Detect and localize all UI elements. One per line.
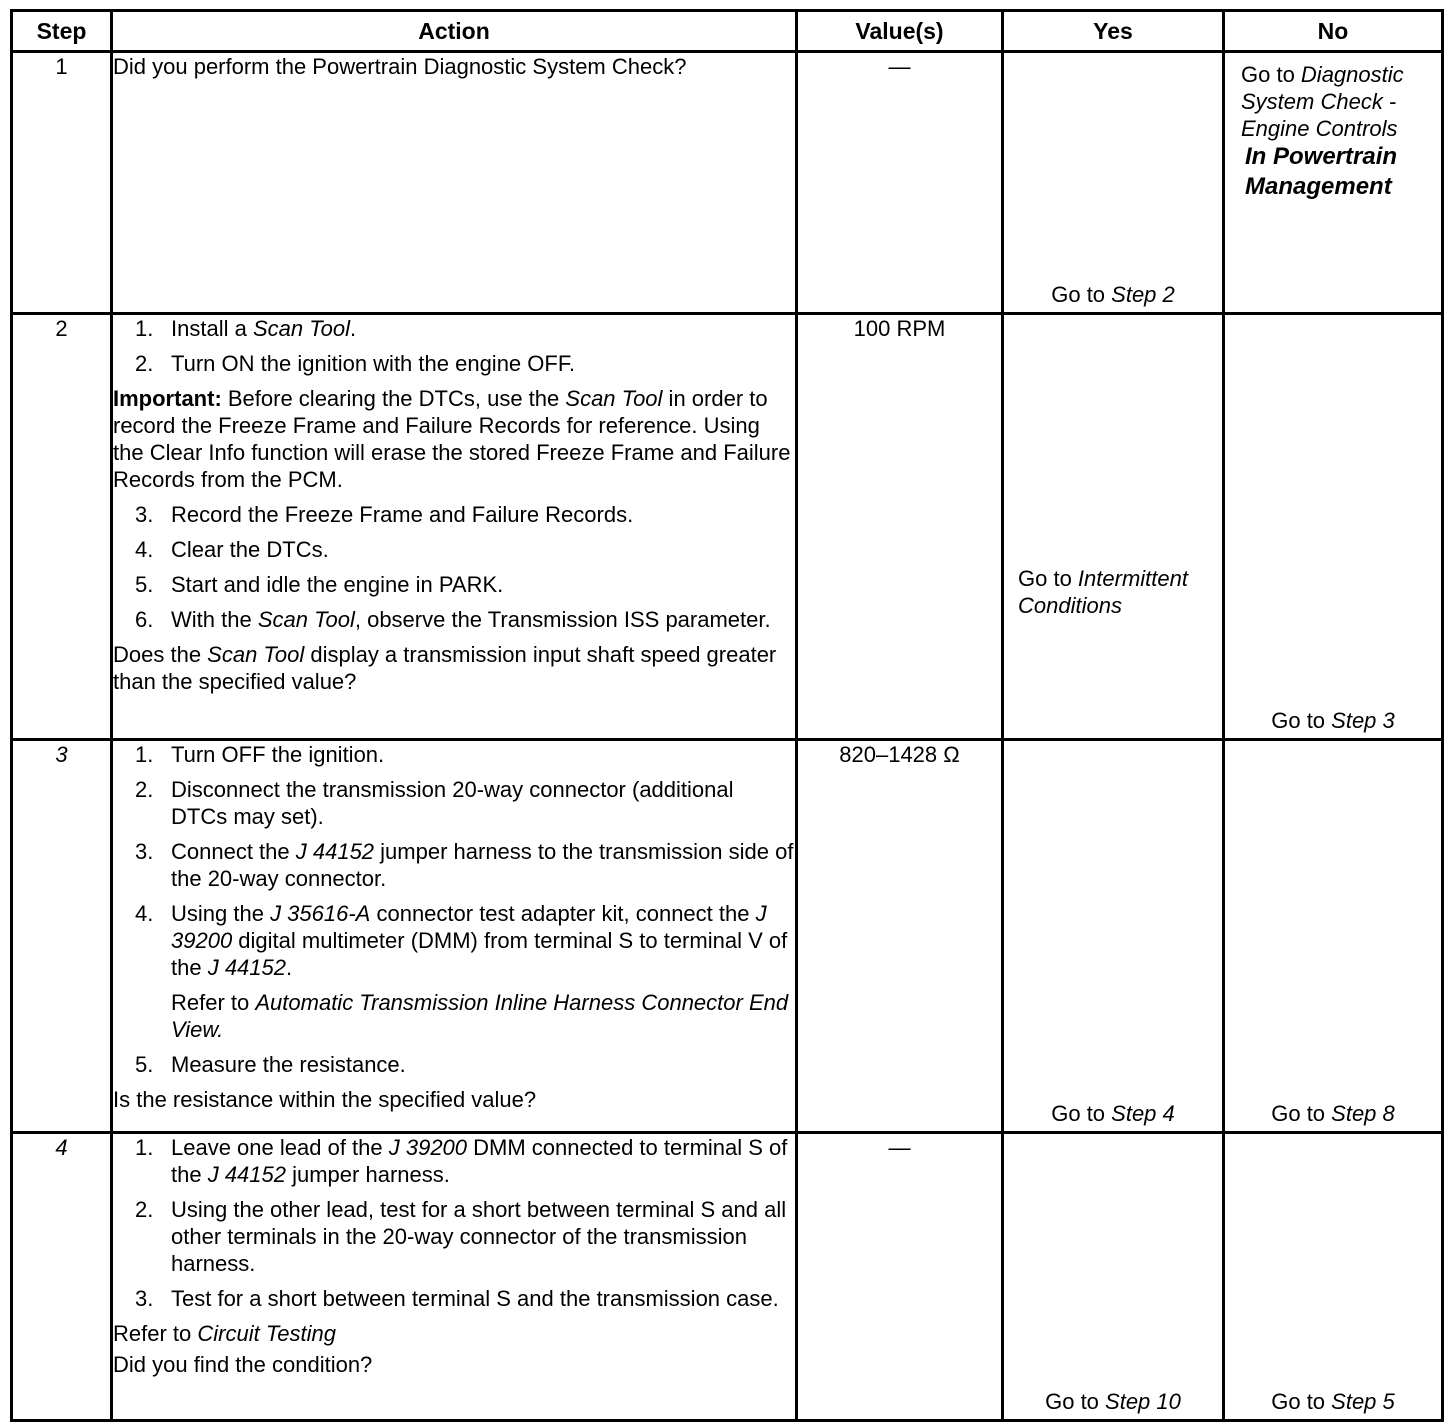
action-cell	[112, 52, 797, 314]
refer-note: Refer to Automatic Transmission Inline Harness Connector End View.	[171, 990, 789, 1042]
yes-goto[interactable]: Go to Intermittent Conditions	[1018, 566, 1188, 618]
yes-link[interactable]: Step 2	[1111, 282, 1175, 307]
list-item: 5. Measure the resistance.	[135, 1052, 406, 1077]
list-item: 1. Turn OFF the ignition.	[135, 742, 385, 767]
yes-link[interactable]: Step 10	[1105, 1389, 1181, 1414]
header-action: Action	[112, 11, 797, 52]
yes-cell	[1003, 314, 1224, 740]
action-steps	[113, 1134, 795, 1312]
list-item: 3. Record the Freeze Frame and Failure Records.	[135, 502, 634, 527]
diagnostic-table	[10, 9, 1444, 1422]
no-cell	[1224, 1133, 1443, 1421]
no-goto[interactable]: Go to Step 3	[1271, 708, 1395, 733]
no-cell	[1224, 52, 1443, 314]
list-item: 1. Install a Scan Tool.	[135, 316, 357, 341]
list-item: 3. Test for a short between terminal S and the transmission case.	[135, 1286, 779, 1311]
yes-link[interactable]: Step 4	[1111, 1101, 1175, 1126]
no-goto[interactable]: Go to Step 5	[1271, 1389, 1395, 1414]
header-values: Value(s)	[797, 11, 1003, 52]
action-steps	[113, 741, 795, 1078]
header-row	[12, 11, 1443, 52]
step-number: 2	[12, 314, 112, 740]
table-row	[12, 314, 1443, 740]
table-row	[12, 740, 1443, 1133]
list-item: 6. With the Scan Tool, observe the Transmission ISS parameter.	[135, 607, 771, 632]
action-cell	[112, 1133, 797, 1421]
list-item: 2. Turn ON the ignition with the engine OFF.	[135, 351, 575, 376]
list-item: 2. Disconnect the transmission 20-way connector (additional DTCs may set).	[135, 777, 734, 829]
refer-link[interactable]: Automatic Transmission Inline Harness Connector End View	[171, 990, 789, 1042]
yes-goto[interactable]: Go to Step 2	[1051, 282, 1175, 307]
no-link[interactable]: Diagnostic System Check - Engine Controls	[1241, 62, 1404, 141]
important-note: Important: Before clearing the DTCs, use the Scan Tool in order to record the Freeze Frame and Failure Records for reference. Using the Clear Info function will erase the stored Freeze Frame and Failure Records from the PCM.	[113, 386, 791, 492]
step-number: 4	[12, 1133, 112, 1421]
yes-cell	[1003, 52, 1224, 314]
list-item: 5. Start and idle the engine in PARK.	[135, 572, 504, 597]
list-item: 1. Leave one lead of the J 39200 DMM connected to terminal S of the J 44152 jumper harness.	[135, 1135, 788, 1187]
header-step: Step	[12, 11, 112, 52]
value-cell: —	[797, 52, 1003, 314]
value-cell: 820–1428 Ω	[797, 740, 1003, 1133]
action-cell	[112, 314, 797, 740]
yes-goto[interactable]: Go to Step 4	[1051, 1101, 1175, 1126]
no-link[interactable]: Step 3	[1331, 708, 1395, 733]
action-question: Did you perform the Powertrain Diagnostic System Check?	[113, 54, 687, 79]
refer-note: Refer to Circuit Testing	[113, 1321, 336, 1346]
table-row	[12, 1133, 1443, 1421]
yes-link[interactable]: Intermittent Conditions	[1018, 566, 1188, 618]
action-cell	[112, 740, 797, 1133]
action-question: Does the Scan Tool display a transmission input shaft speed greater than the specified value?	[113, 642, 777, 694]
table-row	[12, 52, 1443, 314]
step-number: 3	[12, 740, 112, 1133]
no-link[interactable]: Step 5	[1331, 1389, 1395, 1414]
yes-cell	[1003, 740, 1224, 1133]
refer-link[interactable]: Circuit Testing	[197, 1321, 336, 1346]
list-item: 4. Using the J 35616-A connector test adapter kit, connect the J 39200 digital multimeter (DMM) from terminal S to terminal V of the J 44152. Refer to Automatic Transmission Inline Harness Connector End View.	[113, 900, 795, 1043]
value-cell: —	[797, 1133, 1003, 1421]
action-question: Is the resistance within the specified value?	[113, 1087, 537, 1112]
header-yes: Yes	[1003, 11, 1224, 52]
step-number: 1	[12, 52, 112, 314]
no-goto[interactable]: Go to Diagnostic System Check - Engine Controls In Powertrain Management	[1225, 53, 1441, 202]
action-question: Did you find the condition?	[113, 1352, 373, 1377]
no-cell	[1224, 740, 1443, 1133]
yes-goto[interactable]: Go to Step 10	[1045, 1389, 1181, 1414]
no-link-bold[interactable]: In Powertrain Management	[1245, 143, 1398, 200]
action-steps	[113, 501, 795, 633]
yes-cell	[1003, 1133, 1224, 1421]
list-item: 3. Connect the J 44152 jumper harness to the transmission side of the 20-way connector.	[135, 839, 794, 891]
value-cell: 100 RPM	[797, 314, 1003, 740]
list-item: 4. Clear the DTCs.	[135, 537, 329, 562]
header-no: No	[1224, 11, 1443, 52]
list-item: 2. Using the other lead, test for a short between terminal S and all other terminals in the 20-way connector of the transmission harness.	[135, 1197, 787, 1276]
action-steps	[113, 315, 795, 377]
no-goto[interactable]: Go to Step 8	[1271, 1101, 1395, 1126]
no-cell	[1224, 314, 1443, 740]
no-link[interactable]: Step 8	[1331, 1101, 1395, 1126]
